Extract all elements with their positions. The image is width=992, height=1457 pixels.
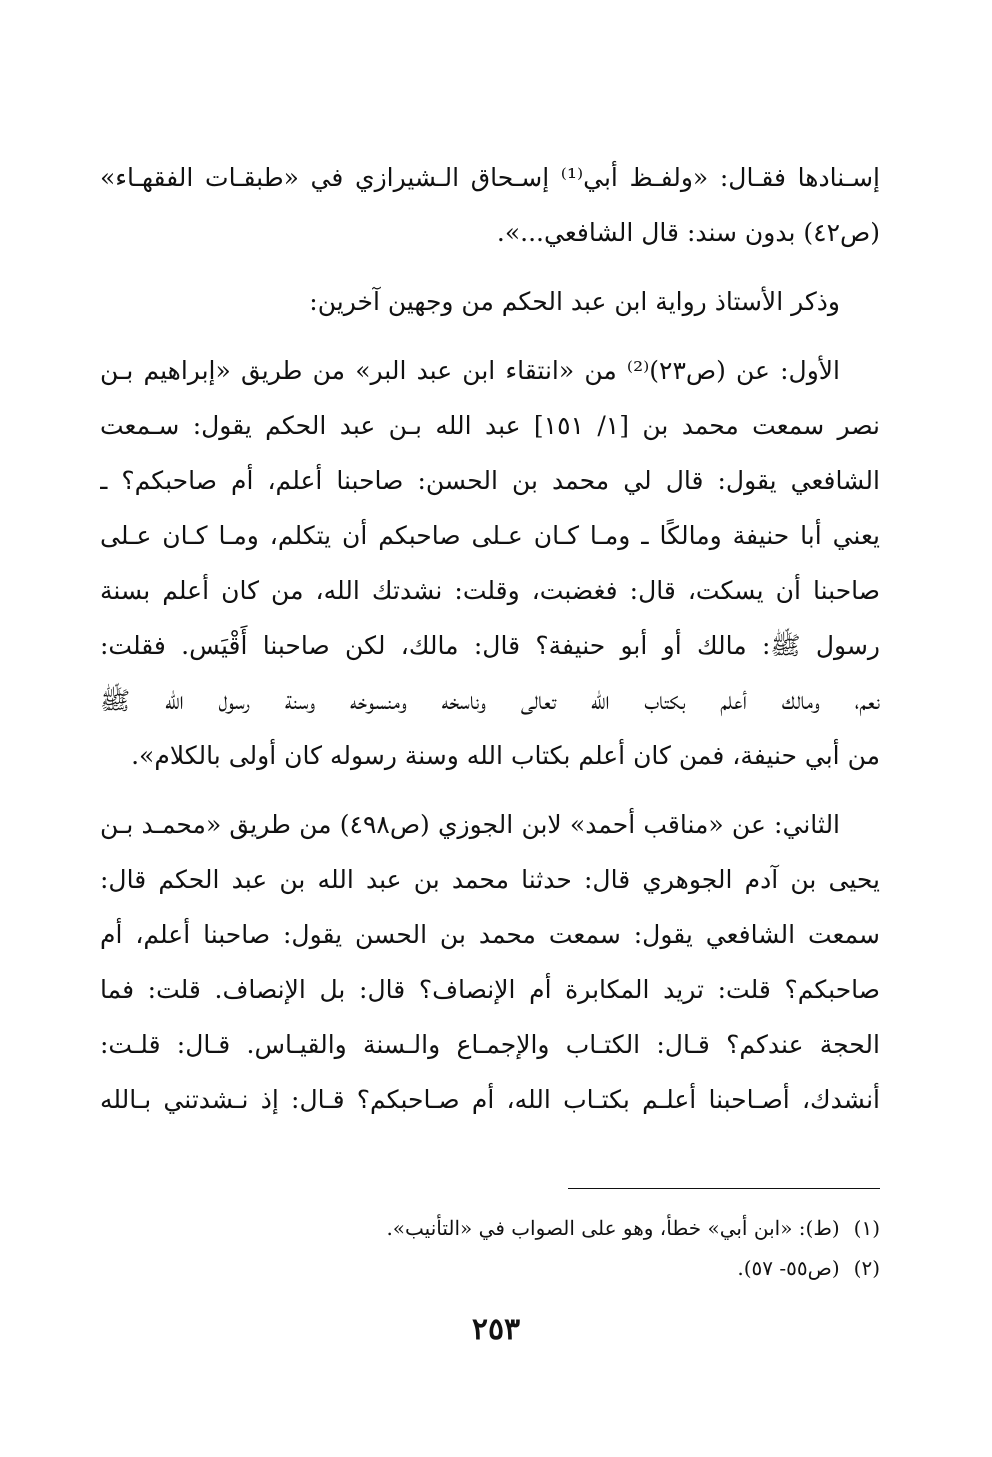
text-line: إسـنادها فقـال: «ولفـظ أبي⁽¹⁾ إسـحاق الـشيرازي في «طبقـات الفقهـاء» xyxy=(100,163,880,192)
paragraph-4 xyxy=(100,797,880,1127)
page-number: ٢٥٣ xyxy=(471,1312,521,1347)
text-line: سمعت الشافعي يقول: سمعت محمد بن الحسن يقول: صاحبنا أعلم، أم xyxy=(100,920,880,949)
footnote-1 xyxy=(100,1208,880,1248)
text-line: يعني أبا حنيفة ومالكًا ـ ومـا كـان عـلى صاحبكم أن يتكلم، ومـا كـان عـلى xyxy=(100,521,880,550)
footnote-divider xyxy=(568,1188,880,1189)
text-line: يحيى بن آدم الجوهري قال: حدثنا محمد بن عبد الله بن عبد الحكم قال: xyxy=(100,865,880,894)
text-line: الثاني: عن «مناقب أحمد» لابن الجوزي (ص٤٩٨) من طريق «محمـد بـن xyxy=(100,810,841,839)
text-line: نصر سمعت محمد بن [١/ ١٥١] عبد الله بـن عبد الحكم يقول: سـمعت xyxy=(100,411,880,440)
text-line: الشافعي يقول: قال لي محمد بن الحسن: صاحبنا أعلم، أم صاحبكم؟ ـ xyxy=(100,466,880,495)
text-line: أنشدك، أصـاحبنا أعلـم بكتـاب الله، أم صـاحبكم؟ قـال: إذ نـشدتني بـالله xyxy=(100,1085,880,1114)
text-line: الأول: عن (ص٢٣)⁽²⁾ من «انتقاء ابن عبد البر» من طريق «إبراهيم بـن xyxy=(100,356,840,385)
text-line: رسول ﷺ: مالك أو أبو حنيفة؟ قال: مالك، لكن صاحبنا أَقْيَس. فقلت: xyxy=(100,631,880,660)
paragraph-3 xyxy=(100,343,880,783)
text-line: وذكر الأستاذ رواية ابن عبد الحكم من وجهين آخرين: xyxy=(309,287,840,316)
text-line: صاحبنا أن يسكت، قال: فغضبت، وقلت: نشدتك الله، من كان أعلم بسنة xyxy=(100,576,880,605)
text-line: الحجة عندكم؟ قـال: الكتـاب والإجمـاع والـسنة والقيـاس. قـال: قلـت: xyxy=(100,1030,880,1059)
footnote-2 xyxy=(100,1248,880,1288)
footnote-number: (١) xyxy=(853,1216,880,1240)
footnote-text: (ط): «ابن أبي» خطأ، وهو على الصواب في «التأنيب». xyxy=(386,1216,840,1240)
text-line: صاحبكم؟ قلت: تريد المكابرة أم الإنصاف؟ قال: بل الإنصاف. قلت: فما xyxy=(100,975,880,1004)
paragraph-1 xyxy=(100,150,880,260)
main-text xyxy=(100,150,880,1127)
paragraph-2 xyxy=(100,274,880,329)
text-line: (ص٤٢) بدون سند: قال الشافعي...». xyxy=(496,218,880,247)
text-line: نعم، ومالك أعلم بكتاب الله تعالى وناسخه ومنسوخه وسنة رسول الله ﷺ xyxy=(100,686,880,715)
text-line: من أبي حنيفة، فمن كان أعلم بكتاب الله وسنة رسوله كان أولى بالكلام». xyxy=(131,741,880,770)
footnote-number: (٢) xyxy=(853,1256,880,1280)
footnote-text: (ص٥٥- ٥٧). xyxy=(737,1256,840,1280)
footnotes xyxy=(100,1208,880,1288)
